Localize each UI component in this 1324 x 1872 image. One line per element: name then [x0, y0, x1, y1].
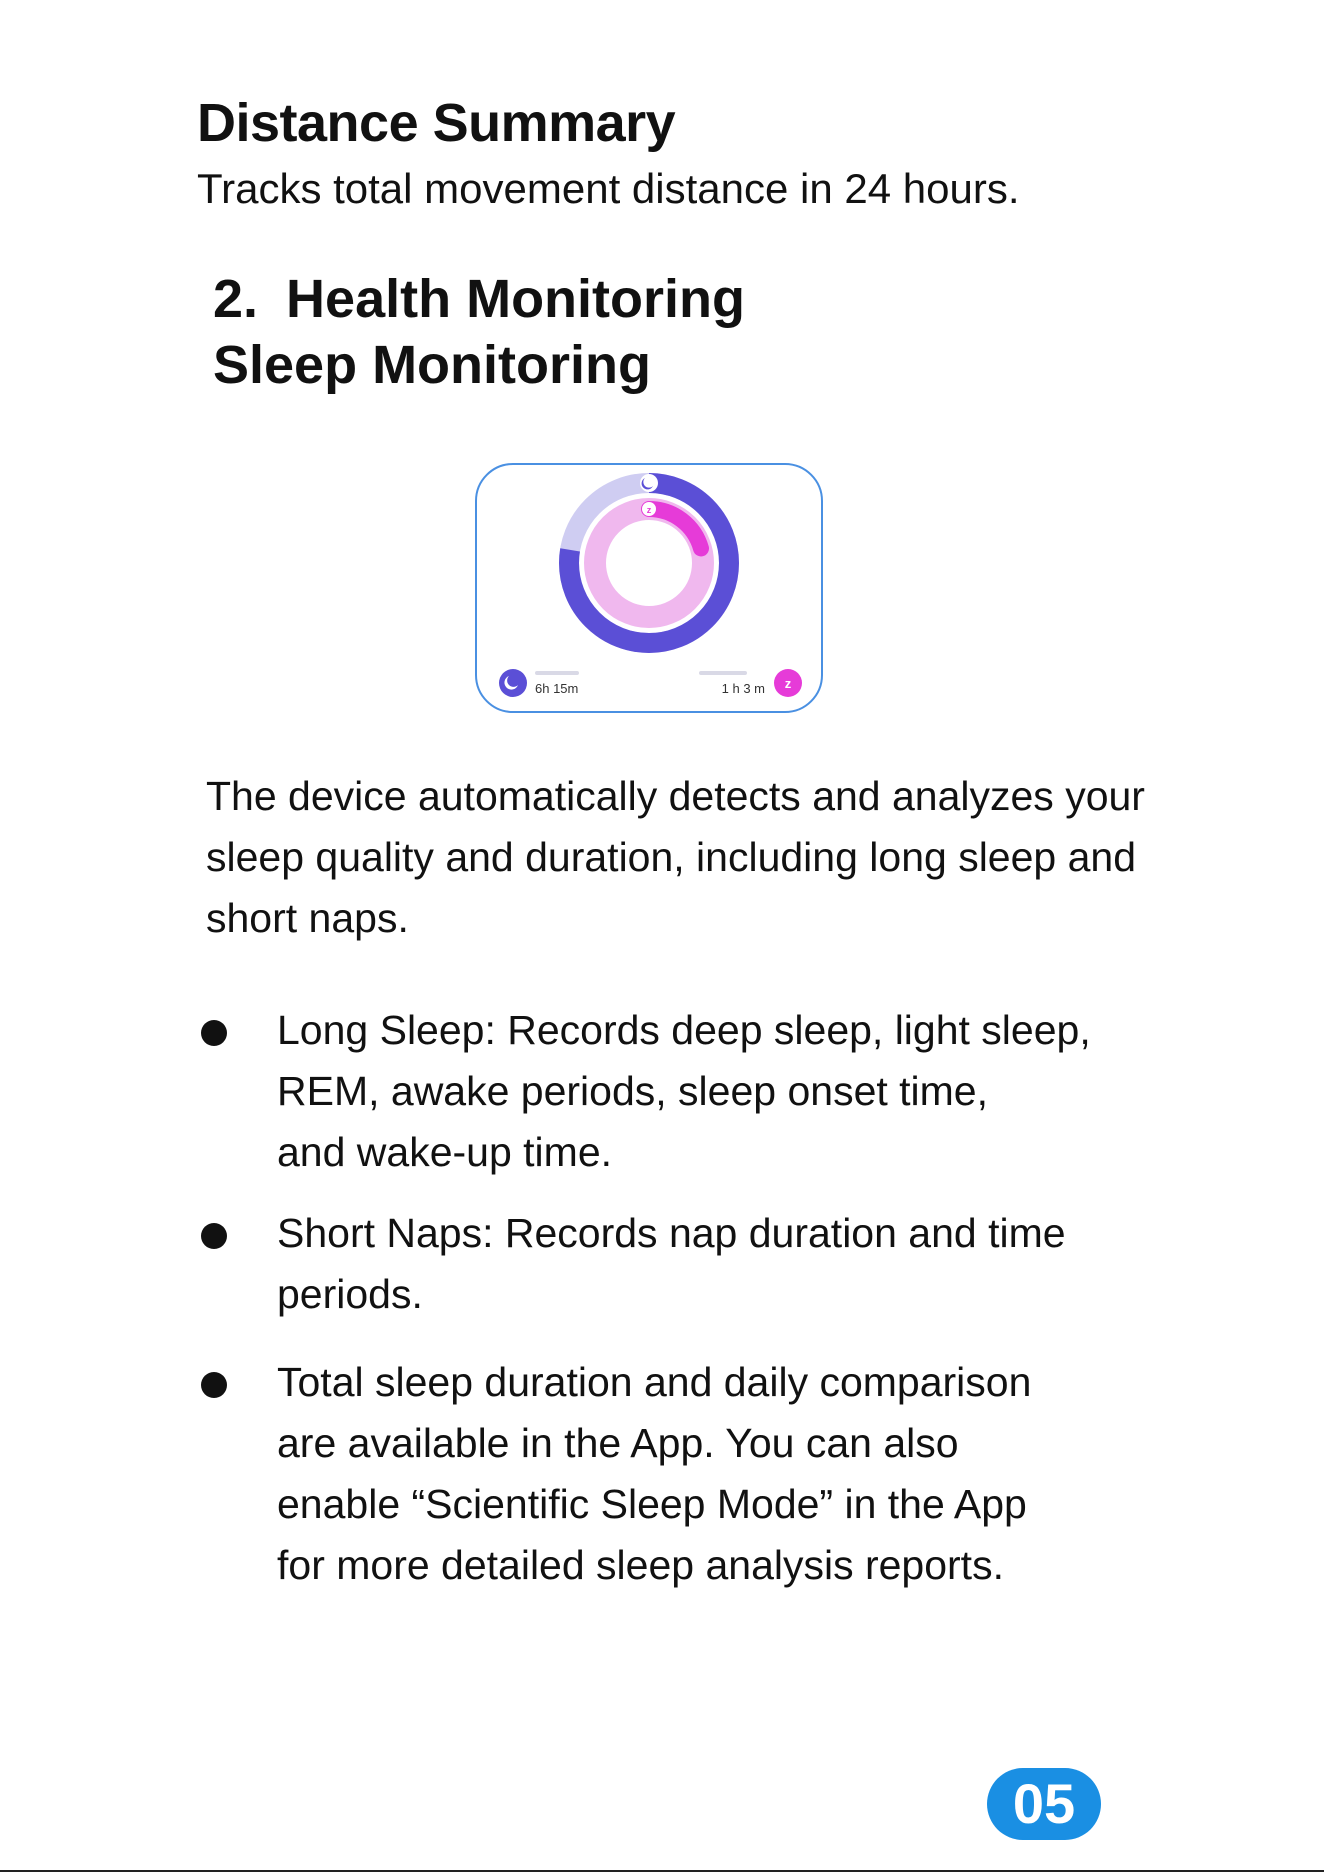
bullet-dot — [201, 1223, 227, 1249]
total-sleep-value: 6h 15m — [535, 681, 579, 696]
sleep-icon: z — [784, 676, 792, 691]
deep-sleep-indicator — [699, 669, 802, 697]
intro-paragraph: The device automatically detects and analyzes your sleep quality and duration, including long sleep and short naps. — [206, 773, 1145, 941]
distance-summary-text: Tracks total movement distance in 24 hours. — [197, 165, 1020, 212]
section-title: Health Monitoring — [286, 269, 745, 329]
list-item-text: Total sleep duration and daily comparison are available in the App. You can also enable “Scientific Sleep Mode” in the App for more detailed sleep analysis reports. — [277, 1359, 1032, 1588]
deep-sleep-value: 1 h 3 m — [721, 681, 765, 696]
total-sleep-indicator — [499, 669, 579, 697]
sleep-device-screen — [475, 463, 823, 713]
section-number: 2. — [213, 269, 259, 329]
distance-summary-title: Distance Summary — [197, 93, 676, 153]
list-item-text: Short Naps: Records nap duration and time periods. — [277, 1210, 1066, 1317]
sleep-icon — [642, 502, 656, 516]
page-number: 05 — [987, 1768, 1101, 1840]
sleep-ring-graphic — [477, 465, 821, 711]
bullet-dot — [201, 1020, 227, 1046]
list-item-text: Long Sleep: Records deep sleep, light sleep, REM, awake periods, sleep onset time, and wake-up time. — [277, 1007, 1091, 1175]
section-heading — [213, 266, 745, 398]
section-subtitle: Sleep Monitoring — [213, 335, 651, 395]
bullet-dot — [201, 1372, 227, 1398]
moon-icon — [640, 474, 658, 492]
svg-text:z: z — [646, 505, 652, 515]
